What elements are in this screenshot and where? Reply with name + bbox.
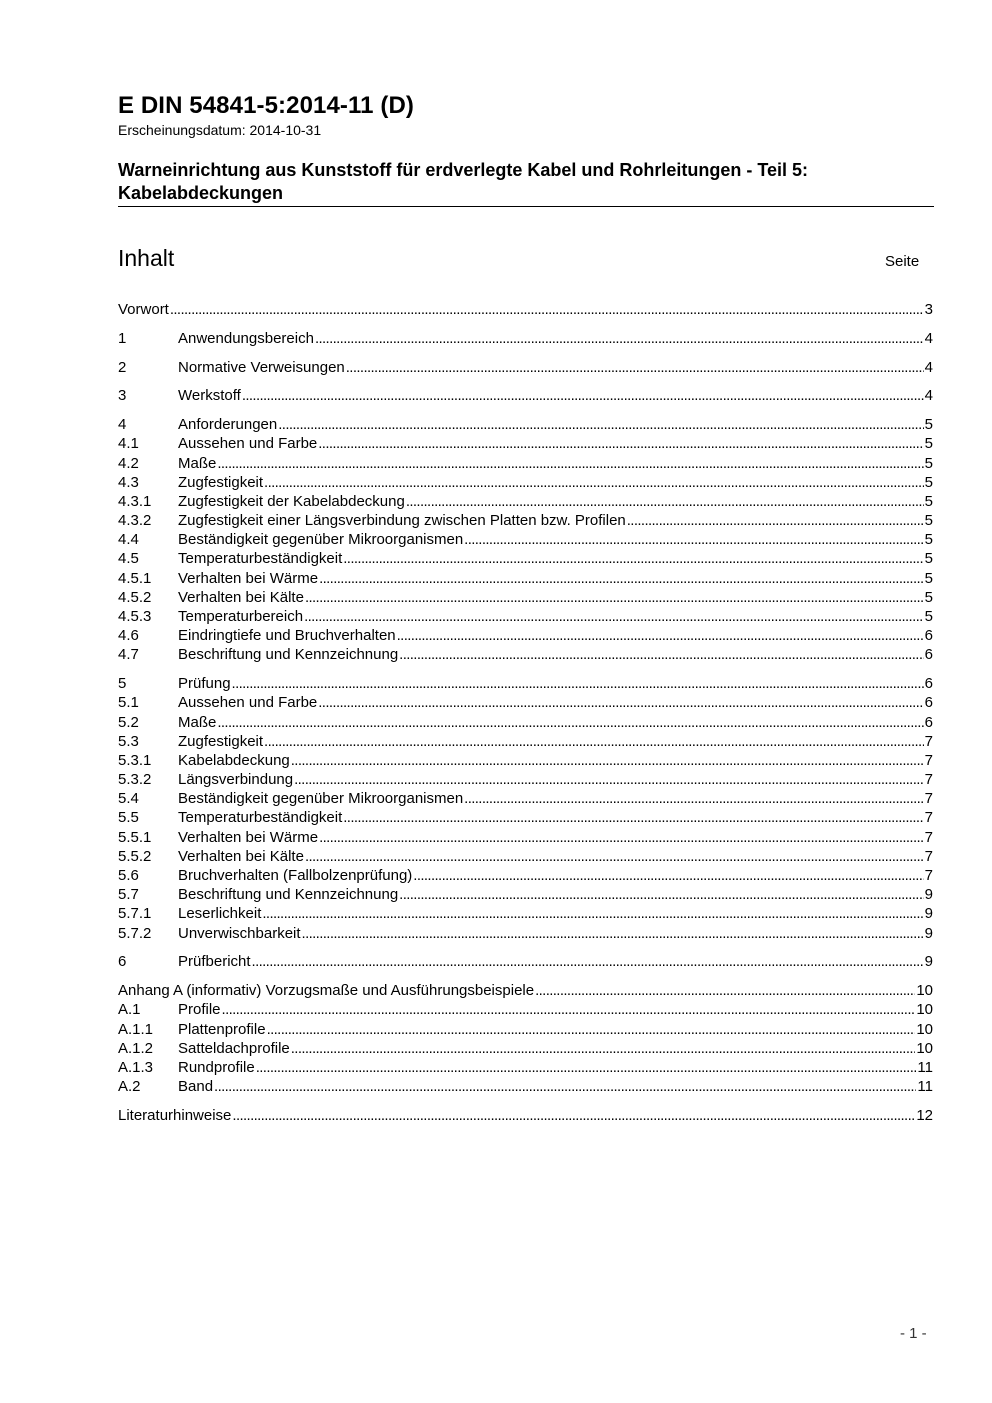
toc-entry-label: Zugfestigkeit einer Längsverbindung zwischen Platten bzw. Profilen	[178, 512, 626, 530]
toc-dot-leader	[318, 693, 923, 712]
toc-dot-leader	[267, 1020, 916, 1039]
toc-dot-leader	[264, 473, 924, 492]
toc-entry-page: 3	[924, 301, 933, 318]
toc-dot-leader	[305, 847, 924, 866]
toc-entry[interactable]	[118, 885, 933, 904]
toc-entry[interactable]	[118, 808, 933, 827]
toc-entry-label: Temperaturbereich	[178, 608, 304, 625]
toc-entry-page: 5	[924, 608, 933, 625]
toc-entry[interactable]	[118, 415, 933, 434]
toc-entry-page: 5	[924, 531, 933, 549]
toc-entry[interactable]	[118, 300, 933, 319]
toc-entry-label: Verhalten bei Wärme	[178, 569, 319, 587]
toc-page-column-label: Seite	[885, 253, 920, 270]
toc-entry-page: 9	[924, 953, 933, 971]
toc-entry-page: 5	[924, 569, 933, 587]
toc-dot-leader	[305, 588, 924, 607]
toc-entry[interactable]	[118, 847, 933, 866]
toc-dot-leader	[294, 770, 924, 789]
toc-entry-label: Eindringtiefe und Bruchverhalten	[178, 627, 396, 645]
toc-entry[interactable]	[118, 981, 933, 1000]
toc-dot-leader	[217, 454, 923, 473]
toc-dot-leader	[302, 924, 924, 943]
toc-entry[interactable]	[118, 626, 933, 645]
toc-dot-leader	[464, 789, 923, 808]
toc-entry[interactable]	[118, 569, 933, 588]
table-of-contents	[118, 300, 933, 1135]
toc-entry-number: A.1.2	[118, 1039, 154, 1057]
toc-entry[interactable]	[118, 588, 933, 607]
toc-entry-label: Anhang A (informativ) Vorzugsmaße und Ausführungsbeispiele	[118, 982, 535, 1000]
toc-entry[interactable]	[118, 1058, 933, 1077]
toc-entry[interactable]	[118, 1106, 933, 1125]
toc-entry-label: Zugfestigkeit der Kabelabdeckung	[178, 492, 405, 510]
toc-entry[interactable]	[118, 473, 933, 492]
toc-entry-number: 5.3	[118, 732, 139, 750]
toc-entry-label: Längsverbindung	[178, 771, 294, 789]
toc-entry-page: 7	[924, 751, 933, 769]
toc-entry-number: 3	[118, 387, 127, 405]
toc-entry[interactable]	[118, 1039, 933, 1058]
toc-entry-page: 7	[924, 847, 933, 865]
toc-entry-label: Zugfestigkeit	[178, 732, 264, 750]
toc-entry-label: Beständigkeit gegenüber Mikroorganismen	[178, 531, 464, 549]
toc-entry-page: 10	[916, 1001, 933, 1019]
toc-entry-number: 5.2	[118, 713, 139, 731]
toc-entry-label: Verhalten bei Wärme	[178, 828, 319, 846]
toc-entry-page: 4	[924, 387, 933, 405]
toc-entry-page: 10	[916, 982, 933, 1000]
toc-entry[interactable]	[118, 904, 933, 923]
toc-entry-page: 5	[924, 588, 933, 606]
toc-entry[interactable]	[118, 866, 933, 885]
toc-entry-label: Band	[178, 1078, 214, 1096]
toc-entry-label: Maße	[178, 454, 217, 472]
toc-dot-leader	[217, 713, 923, 732]
toc-entry-page: 5	[924, 492, 933, 510]
toc-dot-leader	[319, 828, 924, 847]
toc-entry[interactable]	[118, 530, 933, 549]
toc-entry[interactable]	[118, 770, 933, 789]
toc-entry-label: Kabelabdeckung	[178, 751, 290, 769]
toc-group	[118, 329, 933, 348]
toc-entry-page: 7	[924, 732, 933, 750]
toc-entry[interactable]	[118, 693, 933, 712]
toc-entry[interactable]	[118, 674, 933, 693]
toc-entry-page: 12	[916, 1106, 933, 1124]
toc-entry-label: Anforderungen	[178, 416, 278, 434]
toc-entry-page: 10	[916, 1020, 933, 1038]
toc-dot-leader	[319, 569, 924, 588]
toc-group	[118, 1106, 933, 1125]
toc-entry-label: Unverwischbarkeit	[178, 924, 301, 942]
toc-group	[118, 981, 933, 1096]
toc-entry-label: Verhalten bei Kälte	[178, 588, 304, 606]
toc-group	[118, 300, 933, 319]
toc-entry[interactable]	[118, 789, 933, 808]
toc-dot-leader	[315, 329, 924, 348]
toc-dot-leader	[627, 511, 924, 530]
toc-entry-label: Prüfbericht	[178, 953, 251, 971]
toc-entry-page: 9	[924, 924, 933, 942]
toc-entry-number: 5.5.1	[118, 828, 152, 846]
toc-entry-label: Plattenprofile	[178, 1020, 266, 1038]
toc-entry[interactable]	[118, 924, 933, 943]
toc-entry[interactable]	[118, 713, 933, 732]
toc-entry-label: Bruchverhalten (Fallbolzenprüfung)	[178, 867, 413, 885]
toc-dot-leader	[304, 607, 924, 626]
toc-entry-number: 5.1	[118, 694, 139, 712]
toc-entry-label: Temperaturbeständigkeit	[178, 550, 343, 568]
toc-dot-leader	[399, 645, 923, 664]
toc-entry-number: 5.3.1	[118, 751, 152, 769]
toc-entry-page: 4	[924, 358, 933, 376]
toc-entry-number: A.1.3	[118, 1058, 154, 1076]
toc-entry-page: 5	[924, 473, 933, 491]
toc-entry[interactable]	[118, 386, 933, 405]
toc-group	[118, 358, 933, 377]
toc-entry-page: 6	[924, 713, 933, 731]
title-divider	[118, 206, 934, 207]
toc-entry-label: Prüfung	[178, 675, 231, 693]
toc-entry-label: Satteldachprofile	[178, 1039, 290, 1057]
toc-entry[interactable]	[118, 1077, 933, 1096]
toc-dot-leader	[397, 626, 924, 645]
toc-entry-label: Maße	[178, 713, 217, 731]
toc-entry-number: 5.7.1	[118, 905, 152, 923]
toc-entry-label: Beschriftung und Kennzeichnung	[178, 886, 399, 904]
toc-dot-leader	[406, 492, 924, 511]
toc-entry-label: Werkstoff	[178, 387, 241, 405]
toc-entry-number: 5.7	[118, 886, 139, 904]
toc-entry[interactable]	[118, 549, 933, 568]
toc-entry-number: 4.5.1	[118, 569, 152, 587]
toc-entry-label: Profile	[178, 1001, 221, 1019]
toc-entry-page: 10	[916, 1039, 933, 1057]
toc-entry-number: 4.5	[118, 550, 139, 568]
toc-dot-leader	[278, 415, 923, 434]
toc-entry-number: 4.3.2	[118, 512, 152, 530]
toc-entry-page: 5	[924, 454, 933, 472]
toc-dot-leader	[232, 1106, 915, 1125]
toc-entry[interactable]	[118, 1020, 933, 1039]
toc-entry-page: 11	[917, 1058, 933, 1076]
toc-dot-leader	[318, 434, 923, 453]
toc-entry[interactable]	[118, 828, 933, 847]
toc-entry-number: 5.3.2	[118, 771, 152, 789]
toc-dot-leader	[291, 751, 924, 770]
toc-entry-label: Verhalten bei Kälte	[178, 847, 304, 865]
toc-group	[118, 674, 933, 943]
toc-entry-number: A.1.1	[118, 1020, 154, 1038]
toc-entry-page: 5	[924, 435, 933, 453]
title-line-1: Warneinrichtung aus Kunststoff für erdverlegte Kabel und Rohrleitungen - Teil 5:	[118, 160, 809, 180]
toc-entry[interactable]	[118, 329, 933, 348]
toc-entry-label: Normative Verweisungen	[178, 358, 345, 376]
toc-entry[interactable]	[118, 358, 933, 377]
toc-entry-number: 4.5.3	[118, 608, 152, 625]
toc-dot-leader	[535, 981, 915, 1000]
footer-page-number: - 1 -	[900, 1325, 927, 1342]
toc-entry-number: 5.7.2	[118, 924, 152, 942]
toc-entry[interactable]	[118, 511, 933, 530]
toc-entry-number: 4	[118, 416, 127, 434]
toc-group	[118, 386, 933, 405]
toc-dot-leader	[222, 1000, 916, 1019]
toc-dot-leader	[232, 674, 924, 693]
toc-entry-label: Vorwort	[118, 301, 169, 318]
toc-entry-label: Rundprofile	[178, 1058, 255, 1076]
toc-dot-leader	[291, 1039, 916, 1058]
toc-group	[118, 952, 933, 971]
toc-entry[interactable]	[118, 434, 933, 453]
toc-entry-label: Aussehen und Farbe	[178, 694, 318, 712]
toc-entry-number: 5.5	[118, 809, 139, 827]
toc-entry-number: 1	[118, 329, 127, 347]
toc-entry-page: 7	[924, 809, 933, 827]
toc-entry-label: Temperaturbeständigkeit	[178, 809, 343, 827]
toc-entry-number: A.1	[118, 1001, 141, 1019]
title-line-2: Kabelabdeckungen	[118, 183, 284, 203]
toc-entry-page: 7	[924, 771, 933, 789]
toc-entry-number: 4.4	[118, 531, 139, 549]
toc-dot-leader	[343, 549, 923, 568]
toc-entry-number: 5	[118, 675, 127, 693]
toc-entry-page: 6	[924, 646, 933, 664]
toc-entry[interactable]	[118, 492, 933, 511]
toc-entry-number: 4.3	[118, 473, 139, 491]
toc-dot-leader	[464, 530, 923, 549]
toc-dot-leader	[256, 1058, 917, 1077]
toc-entry[interactable]	[118, 454, 933, 473]
toc-heading: Inhalt	[118, 245, 175, 271]
toc-entry-number: 6	[118, 953, 127, 971]
toc-dot-leader	[242, 386, 924, 405]
toc-dot-leader	[343, 808, 923, 827]
toc-entry-label: Literaturhinweise	[118, 1106, 232, 1124]
toc-entry-page: 7	[924, 867, 933, 885]
toc-entry-number: 4.2	[118, 454, 139, 472]
toc-entry-label: Leserlichkeit	[178, 905, 262, 923]
toc-entry-label: Beschriftung und Kennzeichnung	[178, 646, 399, 664]
toc-group	[118, 415, 933, 664]
toc-entry-page: 5	[924, 416, 933, 434]
toc-entry-page: 7	[924, 828, 933, 846]
toc-entry-number: 4.3.1	[118, 492, 152, 510]
toc-entry-page: 7	[924, 790, 933, 808]
toc-entry[interactable]	[118, 751, 933, 770]
toc-entry-page: 5	[924, 550, 933, 568]
toc-entry-label: Anwendungsbereich	[178, 329, 314, 347]
toc-entry[interactable]	[118, 607, 933, 626]
toc-entry-page: 6	[924, 675, 933, 693]
toc-dot-leader	[264, 732, 924, 751]
toc-entry-label: Aussehen und Farbe	[178, 435, 318, 453]
toc-dot-leader	[346, 358, 924, 377]
toc-entry-page: 9	[924, 886, 933, 904]
toc-entry-page: 6	[924, 694, 933, 712]
document-id: E DIN 54841-5:2014-11 (D)	[118, 92, 414, 119]
toc-entry-number: 5.4	[118, 790, 139, 808]
toc-entry-number: 4.5.2	[118, 588, 152, 606]
toc-entry-number: 5.5.2	[118, 847, 152, 865]
toc-entry-page: 9	[924, 905, 933, 923]
toc-entry-number: 2	[118, 358, 127, 376]
toc-entry-page: 11	[917, 1078, 933, 1096]
toc-entry-number: 5.6	[118, 867, 139, 885]
toc-entry-number: A.2	[118, 1078, 141, 1096]
toc-entry[interactable]	[118, 952, 933, 971]
document-title	[118, 159, 933, 205]
toc-entry-number: 4.6	[118, 627, 139, 645]
toc-dot-leader	[214, 1077, 916, 1096]
toc-entry[interactable]	[118, 732, 933, 751]
toc-entry-label: Zugfestigkeit	[178, 473, 264, 491]
publication-date: Erscheinungsdatum: 2014-10-31	[118, 122, 322, 138]
toc-entry-page: 4	[924, 329, 933, 347]
toc-dot-leader	[413, 866, 923, 885]
toc-dot-leader	[252, 952, 924, 971]
toc-entry-page: 6	[924, 627, 933, 645]
toc-dot-leader	[262, 904, 923, 923]
toc-entry-label: Beständigkeit gegenüber Mikroorganismen	[178, 790, 464, 808]
toc-dot-leader	[170, 300, 924, 319]
toc-entry[interactable]	[118, 645, 933, 664]
toc-entry-number: 4.7	[118, 646, 139, 664]
toc-entry-page: 5	[924, 512, 933, 530]
toc-entry-number: 4.1	[118, 435, 139, 453]
toc-entry[interactable]	[118, 1000, 933, 1019]
toc-dot-leader	[399, 885, 923, 904]
